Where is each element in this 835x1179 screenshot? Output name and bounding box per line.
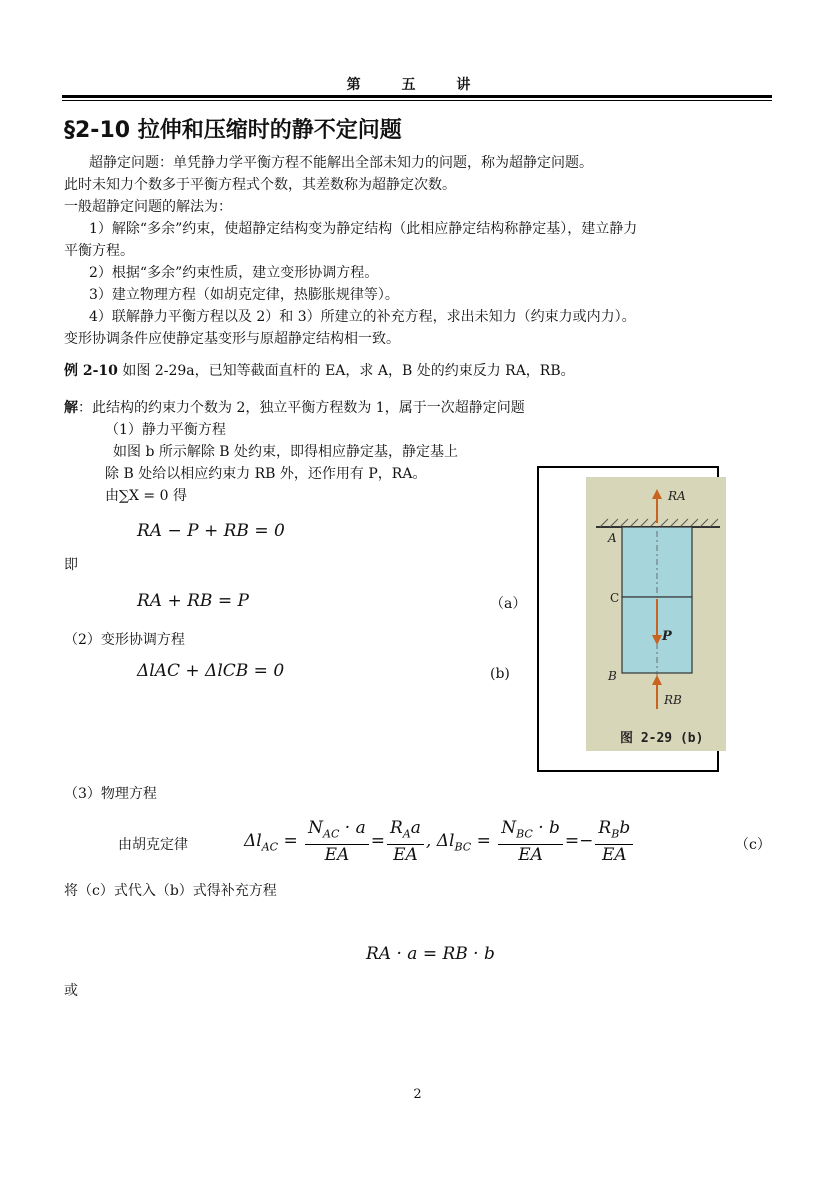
figure-2-29b xyxy=(586,477,726,751)
equation-balance: RA − P + RB = 0 xyxy=(137,521,285,541)
example-line xyxy=(64,360,575,382)
equation-a: RA + RB = P xyxy=(137,591,249,611)
arrow-ra xyxy=(652,489,662,523)
example-label: 例 2-10 xyxy=(64,363,118,379)
intro-line-7: 3）建立物理方程（如胡克定律，热膨胀规律等）。 xyxy=(89,287,399,303)
header-rule-thick xyxy=(62,95,772,98)
figure-caption: 图 2-29 (b) xyxy=(620,731,704,746)
solution-line xyxy=(64,397,525,419)
label-c: C xyxy=(610,591,620,605)
equation-b: ΔlAC + ΔlCB = 0 xyxy=(137,661,285,681)
step3-heading: （3）物理方程 xyxy=(64,786,157,802)
step1-text-2: 除 B 处给以相应约束力 RB 外，还作用有 P，RA。 xyxy=(105,466,427,482)
intro-line-5: 平衡方程。 xyxy=(64,243,134,259)
header-rule-thin xyxy=(62,100,772,101)
equation-b-tag: (b) xyxy=(490,666,510,682)
page-header: 第 五 讲 xyxy=(346,77,489,93)
solution-label: 解 xyxy=(64,400,78,416)
or-label: 或 xyxy=(64,983,78,999)
step1-heading: （1）静力平衡方程 xyxy=(105,422,226,438)
intro-line-8: 4）联解静力平衡方程以及 2）和 3）所建立的补充方程，求出未知力（约束力或内力）。 xyxy=(89,309,636,325)
equation-c: $\Delta l_{AC}$ = $\frac{N_{AC} \cdot a}{EA}$ = $\frac{R_Aa}{EA}$ , $\Delta l_{BC}$ = $\frac{N_{BC} \cdot b}{EA}$ =− $\frac{R_Bb}{EA}$ xyxy=(244,818,635,865)
intro-line-2: 此时未知力个数多于平衡方程式个数，其差数称为超静定次数。 xyxy=(64,177,456,193)
intro-line-6: 2）根据“多余”约束性质，建立变形协调方程。 xyxy=(89,265,379,281)
hooke-label: 由胡克定律 xyxy=(118,837,188,853)
intro-line-4: 1）解除“多余”约束，使超静定结构变为静定结构（此相应静定结构称静定基），建立静力 xyxy=(89,221,638,237)
then-label: 即 xyxy=(64,557,78,573)
step1-text-3: 由∑X = 0 得 xyxy=(105,488,187,504)
label-ra: RA xyxy=(668,489,686,503)
page-number: 2 xyxy=(413,1087,422,1102)
example-text: 如图 2-29a，已知等截面直杆的 EA，求 A，B 处的约束反力 RA，RB。 xyxy=(122,363,575,379)
substitution-text: 将（c）式代入（b）式得补充方程 xyxy=(64,883,277,899)
equation-a-tag: （a） xyxy=(490,596,527,612)
intro-line-1: 超静定问题：单凭静力学平衡方程不能解出全部未知力的问题，称为超静定问题。 xyxy=(89,155,593,171)
intro-line-3: 一般超静定问题的解法为： xyxy=(64,199,232,215)
equation-c-tag: （c） xyxy=(735,837,771,853)
bar-diagram xyxy=(586,477,726,751)
arrow-rb xyxy=(652,675,662,709)
label-a: A xyxy=(608,531,617,545)
label-rb: RB xyxy=(664,693,682,707)
step2-heading: （2）变形协调方程 xyxy=(64,632,185,648)
section-title: §2-10 拉伸和压缩时的静不定问题 xyxy=(64,118,402,143)
intro-line-9: 变形协调条件应使静定基变形与原超静定结构相一致。 xyxy=(64,331,400,347)
solution-text: ：此结构的约束力个数为 2，独立平衡方程数为 1，属于一次超静定问题 xyxy=(78,400,525,416)
equation-supplement: RA · a = RB · b xyxy=(366,944,495,964)
step1-text-1: 如图 b 所示解除 B 处约束，即得相应静定基，静定基上 xyxy=(113,444,459,460)
label-b: B xyxy=(608,669,617,683)
label-p: P xyxy=(662,629,672,644)
